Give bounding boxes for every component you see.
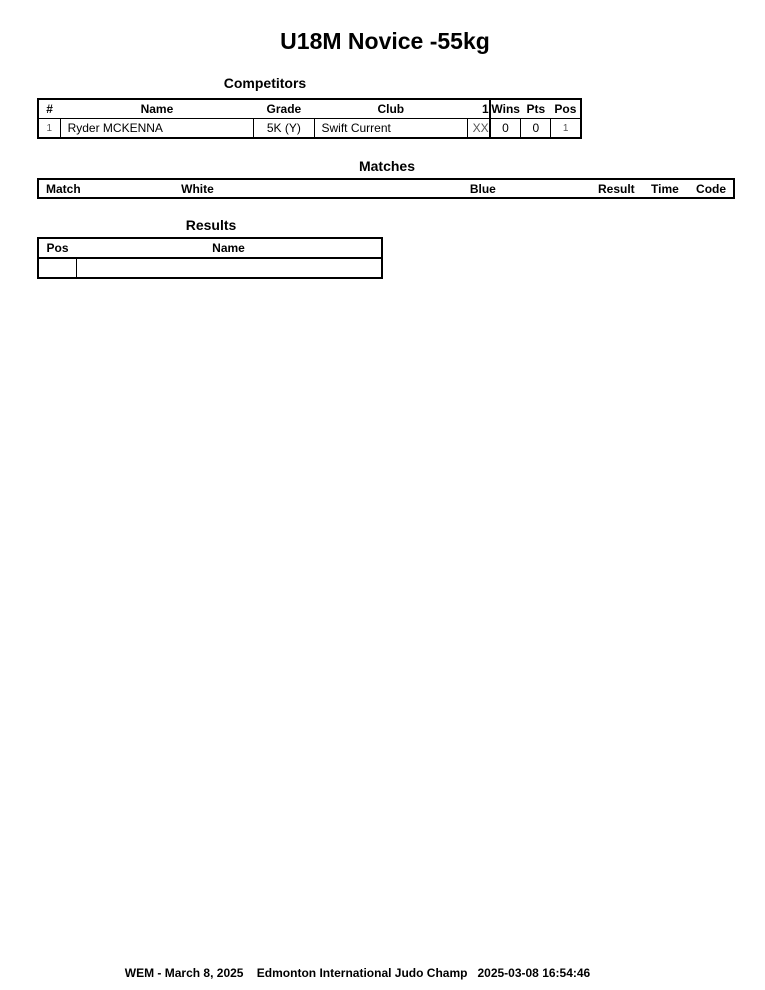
col-code: Code [696, 181, 727, 196]
table-row [38, 258, 382, 278]
col-white: White [181, 181, 214, 196]
results-pos-cell [38, 258, 76, 278]
col-grade: Grade [266, 102, 302, 116]
results-name-cell [76, 258, 382, 278]
competitor-grade: 5K (Y) [254, 119, 314, 139]
col-name: Name [140, 102, 174, 116]
col-blue: Blue [469, 181, 496, 196]
competitor-pos: 1 [551, 119, 581, 139]
results-header-row [38, 238, 382, 258]
competitors-header-row [38, 99, 581, 119]
page-title: U18M Novice -55kg [280, 28, 490, 54]
matches-header-row [38, 179, 734, 198]
competitor-pts: 0 [521, 119, 551, 139]
competitors-table [37, 98, 582, 139]
table-row [38, 119, 581, 139]
matches-heading: Matches [358, 158, 416, 174]
col-results-pos: Pos [38, 238, 76, 258]
competitor-name: Ryder MCKENNA [60, 119, 254, 139]
col-time: Time [651, 181, 679, 196]
col-pts: Pts [526, 102, 546, 116]
competitor-vs-1: XX [468, 119, 490, 139]
results-table [37, 237, 383, 279]
col-wins: Wins [490, 99, 521, 119]
competitor-club: Swift Current [314, 119, 468, 139]
matches-table [37, 178, 735, 199]
col-result: Result [597, 181, 635, 196]
col-results-name: Name [76, 238, 382, 258]
results-heading: Results [185, 217, 237, 233]
col-number: # [46, 102, 53, 116]
col-club: Club [377, 102, 405, 116]
competitor-wins: 0 [490, 119, 521, 139]
page-footer: WEM - March 8, 2025 Edmonton International Judo Champ 2025-03-08 16:54:46 [124, 966, 591, 980]
col-match: Match [46, 181, 81, 196]
col-pos: Pos [554, 102, 577, 116]
col-vs-1: 1 [481, 102, 489, 116]
competitors-heading: Competitors [223, 75, 307, 91]
competitor-number: 1 [38, 119, 60, 139]
